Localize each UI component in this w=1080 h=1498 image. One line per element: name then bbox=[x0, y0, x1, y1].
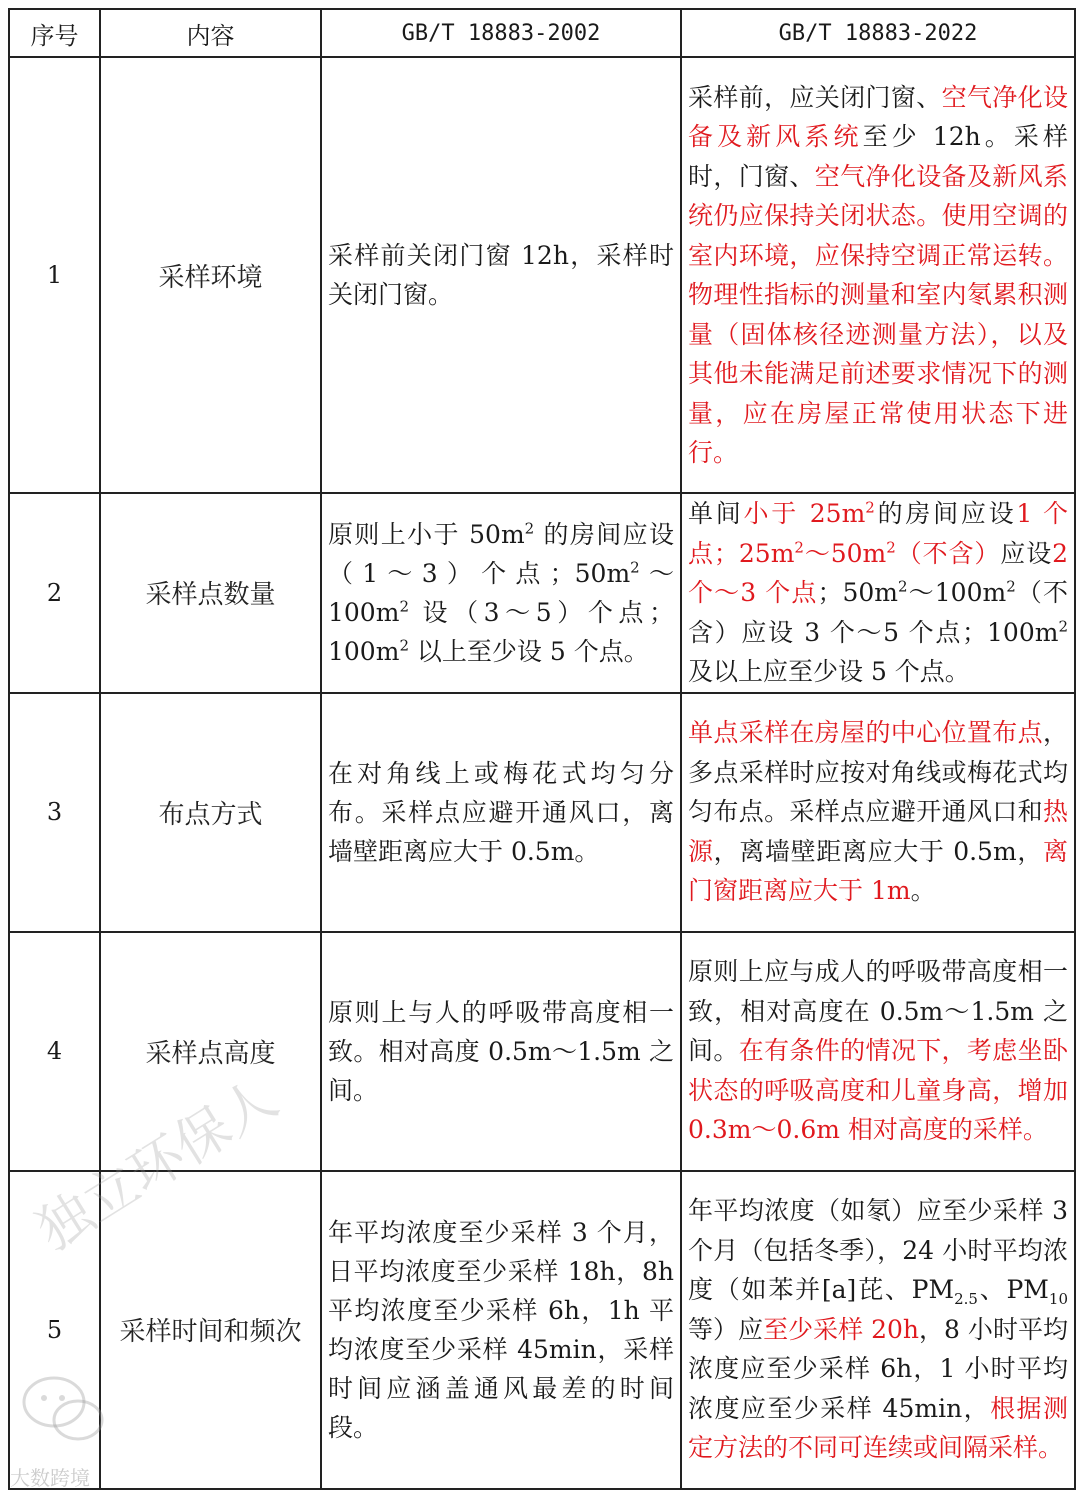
highlighted-change-text: 2 bbox=[794, 538, 804, 557]
row-item: 布点方式 bbox=[100, 693, 321, 932]
cell-text: 。 bbox=[910, 876, 936, 906]
cell-text: 及以上应至少设 5 个点。 bbox=[688, 657, 970, 686]
row-number: 4 bbox=[9, 932, 100, 1171]
old-standard-cell bbox=[321, 493, 681, 693]
cell-text: ；50m bbox=[817, 578, 898, 607]
cell-text: ～100m bbox=[328, 558, 674, 627]
header-item: 内容 bbox=[100, 9, 321, 57]
header-old-standard: GB/T 18883-2002 bbox=[321, 9, 681, 57]
cell-text: 2 bbox=[897, 577, 908, 596]
cell-text: ，多点采样时应按对角线或梅花式均匀布点。采样点应避开通风口和 bbox=[688, 718, 1068, 827]
new-standard-cell bbox=[681, 57, 1075, 493]
cell-text: 的房间应设（1～3）个点；50m bbox=[328, 519, 674, 588]
new-standard-cell bbox=[681, 493, 1075, 693]
highlighted-change-text: 小于 25m bbox=[743, 499, 866, 528]
row-number: 1 bbox=[9, 57, 100, 493]
cell-text: 2 bbox=[524, 519, 535, 538]
cell-text: ～100m bbox=[907, 578, 1007, 607]
new-standard-cell bbox=[681, 693, 1075, 932]
highlighted-change-text: 根据测定方法的不同可连续或间隔采样。 bbox=[688, 1393, 1068, 1463]
table-row bbox=[9, 932, 1075, 1171]
cell-text: ，离墙壁距离应大于 0.5m， bbox=[713, 836, 1043, 866]
cell-text: 以上至少设 5 个点。 bbox=[408, 636, 649, 666]
watermark-source: 大数跨境 bbox=[10, 1466, 90, 1490]
row-item: 采样时间和频次 bbox=[100, 1171, 321, 1489]
highlighted-change-text: 2 bbox=[886, 538, 896, 557]
cell-text: 2 bbox=[1006, 577, 1016, 596]
highlighted-change-text: 热源 bbox=[688, 797, 1068, 866]
cell-text: 等）应 bbox=[688, 1314, 764, 1344]
table-row bbox=[9, 1171, 1075, 1489]
highlighted-change-text: 空气净化设备及新风系统仍应保持关闭状态。使用空调的室内环境，应保持空调正常运转。物理性指标的测量和室内氡累积测量（固体核径迹测量方法），以及其他未能满足前述要求情况下的测量，应在房屋正常使用状态下进行。 bbox=[688, 161, 1068, 467]
cell-text: 采样前关闭门窗 12h，采样时关闭门窗。 bbox=[328, 241, 674, 309]
row-item: 采样点数量 bbox=[100, 493, 321, 693]
cell-text: 2 bbox=[399, 597, 409, 616]
highlighted-change-text: 2 bbox=[865, 498, 875, 517]
header-row bbox=[9, 9, 1075, 57]
header-new-standard: GB/T 18883-2022 bbox=[681, 9, 1075, 57]
cell-text: （不含）应设 3 个～5 个点；100m bbox=[688, 578, 1068, 647]
cell-text: 在对角线上或梅花式均匀分布。采样点应避开通风口，离墙壁距离应大于 0.5m。 bbox=[328, 758, 674, 866]
cell-text: 原则上应与成人的呼吸带高度相一致，相对高度在 0.5m～1.5m 之间。 bbox=[688, 957, 1068, 1066]
cell-text: 至少 12h。采样时，门窗、 bbox=[688, 122, 1068, 191]
cell-text: 2.5 bbox=[954, 1290, 978, 1309]
new-standard-cell bbox=[681, 1171, 1075, 1489]
cell-text: 的房间应设 bbox=[874, 499, 1017, 528]
highlighted-change-text: 1 个点；25m bbox=[688, 499, 1069, 568]
cell-text: 2 bbox=[399, 636, 409, 655]
old-standard-cell bbox=[321, 57, 681, 493]
highlighted-change-text: 至少采样 20h bbox=[763, 1314, 920, 1344]
watermark-text: 独立环保人 bbox=[25, 1066, 289, 1263]
row-number: 3 bbox=[9, 693, 100, 932]
table-row bbox=[9, 693, 1075, 932]
cell-text: 年平均浓度（如氡）应至少采样 3 个月（包括冬季），24 小时平均浓度（如苯并[a]芘、PM bbox=[688, 1196, 1068, 1305]
row-item: 采样环境 bbox=[100, 57, 321, 493]
highlighted-change-text: 空气净化设备及新风系统 bbox=[688, 82, 1068, 151]
cell-text: 2 bbox=[1058, 617, 1068, 636]
cell-text: 应设 bbox=[1000, 538, 1053, 568]
highlighted-change-text: （不含） bbox=[895, 538, 1001, 568]
cell-text: 单间 bbox=[688, 499, 744, 528]
highlighted-change-text: 2 个～3 个点 bbox=[688, 538, 1068, 607]
highlighted-change-text: ～50m bbox=[803, 538, 887, 568]
old-standard-cell bbox=[321, 693, 681, 932]
table-row bbox=[9, 493, 1075, 693]
highlighted-change-text: 单点采样在房屋的中心位置布点 bbox=[688, 718, 1043, 748]
table-body bbox=[9, 57, 1075, 1489]
cell-text: 10 bbox=[1048, 1290, 1068, 1309]
comparison-table bbox=[8, 8, 1076, 1490]
cell-text: 采样前，应关闭门窗、 bbox=[688, 82, 942, 112]
cell-text: ，8 小时平均浓度应至少采样 6h，1 小时平均浓度应至少采样 45min， bbox=[688, 1314, 1068, 1423]
cell-text: 2 bbox=[630, 558, 640, 577]
table-row bbox=[9, 57, 1075, 493]
cell-text: 原则上与人的呼吸带高度相一致。相对高度 0.5m～1.5m 之间。 bbox=[328, 997, 674, 1105]
highlighted-change-text: 离门窗距离应大于 1m bbox=[688, 836, 1068, 906]
cell-text: 年平均浓度至少采样 3 个月，日平均浓度至少采样 18h，8h 平均浓度至少采样 6h，1h 平均浓度至少采样 45min，采样时间应涵盖通风最差的时间段。 bbox=[328, 1217, 674, 1442]
row-number: 2 bbox=[9, 493, 100, 693]
cell-text: 、PM bbox=[977, 1275, 1049, 1305]
cell-text: 原则上小于 50m bbox=[328, 519, 525, 549]
row-number: 5 bbox=[9, 1171, 100, 1489]
old-standard-cell bbox=[321, 1171, 681, 1489]
highlighted-change-text: 在有条件的情况下，考虑坐卧状态的呼吸高度和儿童身高，增加 0.3m～0.6m 相对高度的采样。 bbox=[688, 1036, 1068, 1145]
cell-text: 设（3～5）个点；100m bbox=[328, 597, 674, 666]
old-standard-cell bbox=[321, 932, 681, 1171]
row-item: 采样点高度 bbox=[100, 932, 321, 1171]
header-no: 序号 bbox=[9, 9, 100, 57]
new-standard-cell bbox=[681, 932, 1075, 1171]
